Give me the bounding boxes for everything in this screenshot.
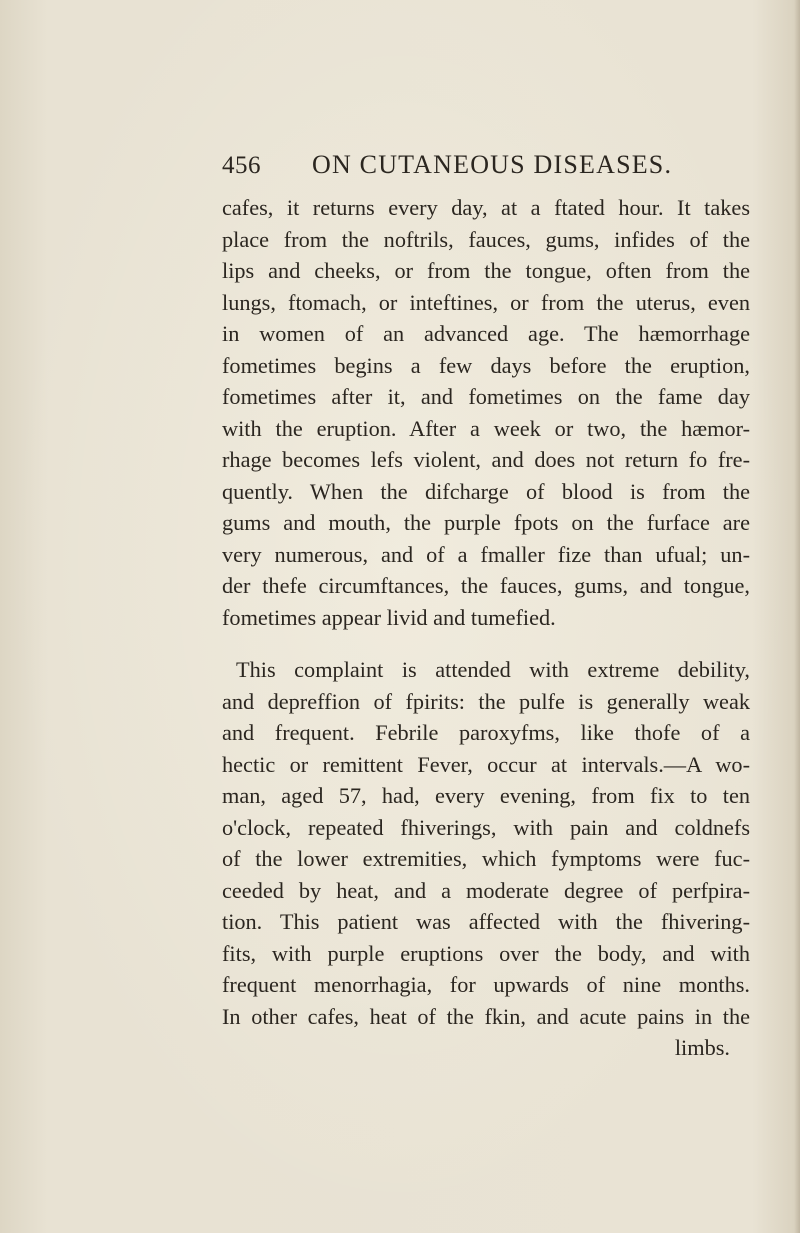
running-head: ON CUTANEOUS DISEASES.	[312, 150, 673, 179]
text-line: o'clock, repeated fhiverings, with pain and coldnefs	[222, 814, 750, 840]
body-text	[222, 192, 750, 1064]
text-line: In other cafes, heat of the fkin, and acute pains in the	[222, 1003, 750, 1029]
text-line: place from the noftrils, fauces, gums, infides of the	[222, 226, 750, 252]
text-line: and frequent. Febrile paroxyfms, like thofe of a	[222, 720, 750, 745]
text-line: rhage becomes lefs violent, and does not return fo fre-	[222, 447, 750, 472]
paragraph-2	[222, 654, 750, 1032]
text-line: lips and cheeks, or from the tongue, often from the	[222, 258, 750, 283]
text-line: gums and mouth, the purple fpots on the furface are	[222, 510, 750, 535]
text-line: fometimes after it, and fometimes on the fame day	[222, 384, 750, 409]
text-line: fometimes begins a few days before the eruption,	[222, 352, 750, 378]
text-line: This complaint is attended with extreme debility,	[236, 657, 750, 682]
page-number: 456	[222, 152, 261, 179]
text-line: with the eruption. After a week or two, the hæmor-	[222, 415, 750, 441]
page-header	[222, 150, 673, 184]
paragraph-1	[222, 192, 750, 633]
text-line: ceeded by heat, and a moderate degree of perfpira-	[222, 877, 750, 903]
text-line: fometimes appear livid and tumefied.	[222, 604, 556, 630]
text-line: man, aged 57, had, every evening, from fix to ten	[222, 783, 750, 808]
paragraph-gap	[222, 633, 750, 654]
text-line: of the lower extremities, which fymptoms were fuc-	[222, 846, 750, 871]
text-line: very numerous, and of a fmaller fize than ufual; un-	[222, 541, 750, 567]
text-line: fits, with purple eruptions over the body, and with	[222, 940, 750, 966]
text-line: lungs, ftomach, or inteftines, or from the uterus, even	[222, 289, 750, 315]
text-line: tion. This patient was affected with the fhivering-	[222, 909, 750, 934]
text-line: quently. When the difcharge of blood is from the	[222, 478, 750, 504]
text-line: frequent menorrhagia, for upwards of nine months.	[222, 972, 750, 997]
text-line: der thefe circumftances, the fauces, gums, and tongue,	[222, 573, 750, 598]
text-line: hectic or remittent Fever, occur at intervals.—A wo-	[222, 751, 750, 777]
catchword: limbs.	[674, 1035, 730, 1060]
text-line: and depreffion of fpirits: the pulfe is generally weak	[222, 688, 750, 714]
text-line: in women of an advanced age. The hæmorrhage	[222, 321, 750, 346]
text-line: cafes, it returns every day, at a ftated hour. It takes	[222, 195, 750, 220]
page-edge-shadow	[794, 0, 800, 1233]
